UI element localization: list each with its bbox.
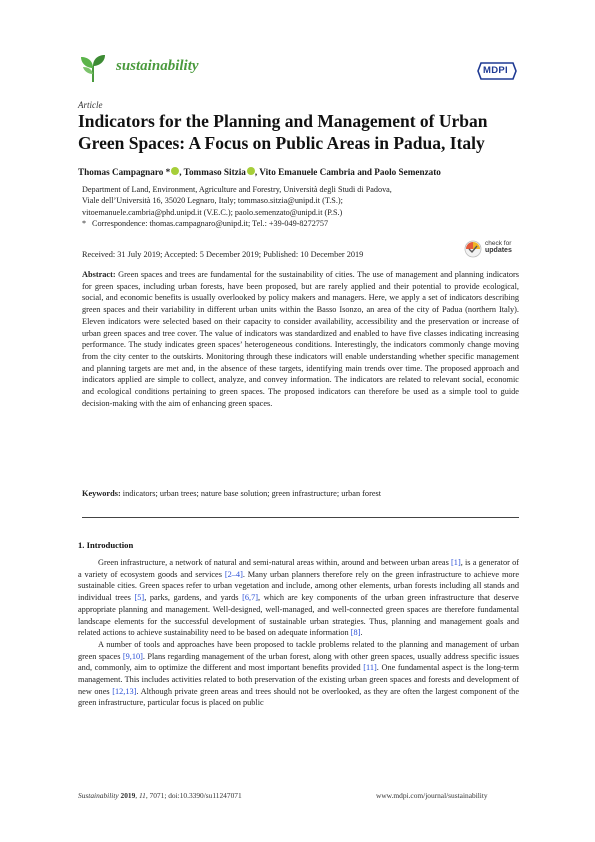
journal-name: sustainability [116, 58, 199, 74]
paragraph-text: Green infrastructure, a network of natural and semi-natural areas within, around and between urban areas [98, 558, 452, 567]
paragraph-text: . Although private green areas and trees should not be overlooked, as they are often the largest component of the green infrastructure, particular focus is placed on public [78, 686, 520, 708]
citation-link[interactable]: [9,10] [122, 651, 143, 661]
keywords-label: Keywords: [82, 489, 121, 498]
check-updates-line2: updates [485, 247, 512, 254]
publication-dates: Received: 31 July 2019; Accepted: 5 December 2019; Published: 10 December 2019 [82, 250, 364, 259]
correspondence-line [82, 218, 502, 229]
citation-link[interactable]: [12,13] [112, 686, 137, 696]
paragraph-text: A number of tools and approaches have been proposed to tackle problems related to the planning and management of urban green spaces [78, 639, 519, 661]
check-for-updates-badge[interactable] [464, 238, 524, 262]
sprout-icon [78, 52, 108, 84]
paragraph-text: , which are key components of the urban green infrastructure that deserve appropriate planning and management. Well-designed, well-managed, and well-connected green spaces are therefore fundamental landscape elements for the successful development of sustainable urban strategies. Thus, planning and management goals and related actions to achieve sustainability need to be based on adequate information [78, 593, 519, 638]
citation-link[interactable]: [5] [134, 593, 145, 603]
author-3-4[interactable]: , Vito Emanuele Cambria and Paolo Semenzato [254, 167, 441, 177]
keywords-text: indicators; urban trees; nature base solution; green infrastructure; urban forest [122, 489, 382, 498]
paragraph-text: . One fundamental aspect is the long-term management. This includes activities related to both preservation of the existing urban green spaces and forests and development of new ones [78, 663, 520, 696]
divider [82, 517, 519, 518]
citation-link[interactable]: [11] [363, 663, 377, 673]
article-type: Article [78, 100, 103, 110]
check-updates-line1: check for [485, 240, 512, 247]
check-updates-text [485, 240, 512, 254]
check-updates-icon [464, 240, 482, 258]
affiliations [82, 184, 502, 229]
citation-link[interactable]: [1] [451, 558, 461, 567]
paragraph-text: , parks, gardens, and yards [144, 593, 243, 603]
abstract [82, 269, 519, 409]
paragraph [78, 639, 519, 709]
paragraph-text: , is a generator of a variety of ecosystem goods and services [78, 558, 519, 579]
paper-title: Indicators for the Planning and Management of Urban Green Spaces: A Focus on Public Areas in Padua, Italy [78, 111, 488, 153]
keywords [82, 489, 519, 498]
footer-doi[interactable]: , 7071; doi:10.3390/su11247071 [145, 791, 242, 800]
paragraph [78, 557, 519, 639]
mdpi-logo-text: MDPI [483, 65, 508, 76]
journal-logo [78, 52, 238, 86]
abstract-label: Abstract: [82, 270, 116, 279]
affiliation-line: Department of Land, Environment, Agriculture and Forestry, Università degli Studi di Padova, [82, 185, 392, 194]
footer-citation [78, 791, 242, 800]
paragraph-text: . [360, 628, 363, 638]
correspondence-star: * [82, 218, 87, 228]
footer-journal-url[interactable]: www.mdpi.com/journal/sustainability [376, 791, 488, 800]
mdpi-logo [477, 60, 517, 82]
correspondence-text: Correspondence: thomas.campagnaro@unipd.it; Tel.: +39-049-8272757 [92, 218, 329, 228]
paragraph-text: . Plans regarding management of the urban forest, along with other green spaces, usually address specific issues and, commonly, aim to optimize the different and most important benefits provided [78, 651, 519, 673]
author-2[interactable]: , Tommaso Sitzia [179, 167, 246, 177]
citation-link[interactable]: [8] [350, 628, 361, 638]
citation-link[interactable]: [6,7] [242, 593, 259, 603]
abstract-text: Green spaces and trees are fundamental for the sustainability of cities. The use of management and planning indicators for green spaces, including urban forests, have been proposed, but are rarely applied and their potential to provide ecological, social, and economic benefits is usually overlooked by policy makers and managers. Here, we apply a set of indicators describing green spaces and their variability in different urban units within the Basso Isonzo, an area of the city of Padua (northern Italy). Eleven indicators were selected based on their capacity to consider availability, accessibility and the preservation or increase of urban green spaces and tree cover. The value of indicators was standardized and enabled to have five classes indicating increasing performance. The study indicates green spaces’ heterogeneous conditions. Interestingly, the indicators commonly change moving from the city center to the outskirts. Monitoring through these indicators will enable understanding whether specific management and planning targets are met and, in the absence of these targets, identifying main trends over time. The proposed approach and indicators applied are simple to collect, analyze, and convey information. The indicators are related to relevant social, economic and ecological conditions pertaining to green spaces. The proposed indicators can therefore be used as a simple tool to guide decision-making with the aim of enhancing green spaces. [82, 270, 519, 408]
author-list [78, 167, 528, 177]
section-heading: 1. Introduction [78, 540, 134, 550]
footer-volume: , 11 [135, 791, 146, 800]
affiliation-line: vitoemanuele.cambria@phd.unipd.it (V.E.C.); paolo.semenzato@unipd.it (P.S.) [82, 207, 343, 217]
affiliation-line: Viale dell’Università 16, 35020 Legnaro, Italy; tommaso.sitzia@unipd.it (T.S.); [82, 196, 343, 206]
section-body [78, 557, 519, 709]
footer-journal: Sustainability [78, 791, 119, 800]
author-1[interactable]: Thomas Campagnaro * [78, 167, 171, 177]
paragraph-text: . Many urban planners therefore rely on the green infrastructure to achieve more sustainable cities. Green spaces refer to urban vegetation and include, among other elements, urban forests including all stands and individual trees [78, 569, 520, 603]
citation-link[interactable]: [2–4] [224, 569, 243, 579]
footer-year: 2019 [120, 791, 136, 800]
orcid-icon[interactable] [247, 167, 255, 175]
